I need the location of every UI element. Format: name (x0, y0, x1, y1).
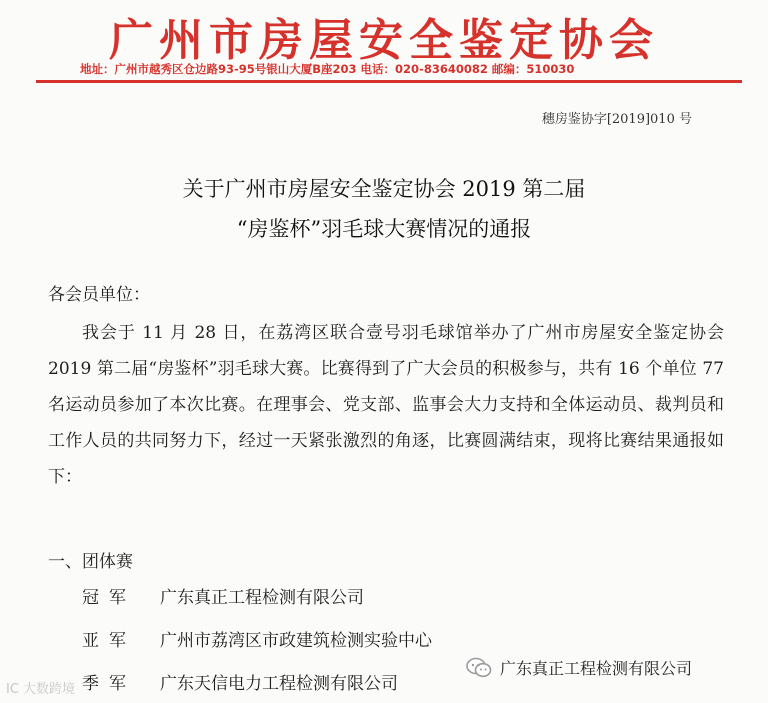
document-title-line-1: 关于广州市房屋安全鉴定协会 2019 第二届 (182, 177, 586, 201)
section-heading: 一、团体赛 (48, 552, 133, 572)
document-number: 穗房鉴协字[2019]010 号 (541, 112, 692, 127)
watermark-right (466, 656, 692, 679)
watermark-left: IC 大数跨境 (6, 682, 76, 697)
wechat-icon (466, 657, 492, 679)
letterhead-title: 广州市房屋安全鉴定协会 (109, 15, 659, 66)
result-team: 广东真正工程检测有限公司 (160, 588, 364, 608)
letterhead-rule (36, 80, 742, 83)
letterhead-address: 地址：广州市越秀区仓边路93-95号银山大厦B座203 电话：020-83640082 邮编：510030 (80, 62, 575, 76)
watermark-account-name: 广东真正工程检测有限公司 (500, 659, 693, 678)
result-team: 广东天信电力工程检测有限公司 (160, 674, 398, 694)
result-rank: 季军 (82, 674, 136, 694)
result-team: 广州市荔湾区市政建筑检测实验中心 (160, 631, 432, 651)
document-title-line-2: “房鉴杯”羽毛球大赛情况的通报 (236, 217, 532, 241)
result-rank: 亚军 (82, 631, 136, 651)
result-row-champion (82, 583, 364, 608)
result-row-runner-up (82, 626, 432, 651)
result-row-third (82, 669, 398, 694)
result-rank: 冠军 (82, 588, 136, 608)
salutation: 各会员单位： (48, 285, 150, 305)
body-paragraph: 我会于 11 月 28 日，在荔湾区联合壹号羽毛球馆举办了广州市房屋安全鉴定协会 2019 第二届“房鉴杯”羽毛球大赛。比赛得到了广大会员的积极参与，共有 16 个单位 77 名运动员参加了本次比赛。在理事会、党支部、监事会大力支持和全体运动员、裁判员和工作人员的共同努力下，经过一天紧张激烈的角逐，比赛圆满结束，现将比赛结果通报如下： (48, 323, 724, 487)
